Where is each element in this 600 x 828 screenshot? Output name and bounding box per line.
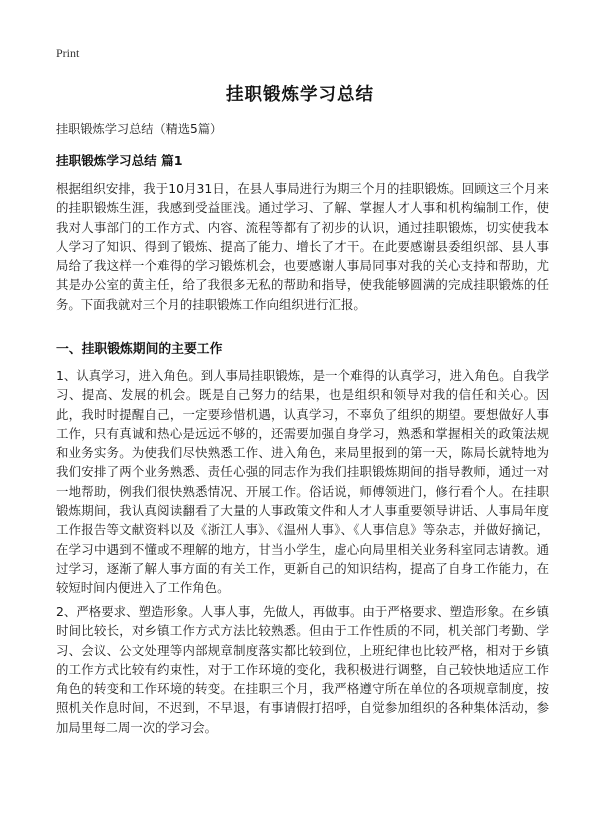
document-title: 挂职锻炼学习总结	[226, 85, 374, 105]
intro-paragraph: 根据组织安排，我于10月31日，在县人事局进行为期三个月的挂职锻炼。回顾这三个月来的挂职锻炼生涯，我感到受益匪浅。通过学习、了解、掌握人才人事和机构编制工作，使我对人事部门的工作方式、内容、流程等都有了初步的认识，通过挂职锻炼，切实使我本人学习了知识、得到了锻炼、提高了能力、增长了才干。在此要感谢县委组织部、县人事局给了我这样一个难得的学习锻炼机会，也要感谢人事局同事对我的关心支持和帮助，尤其是办公室的黄主任，给了我很多无私的帮助和指导，使我能够圆满的完成挂职锻炼的任务。下面我就对三个月的挂职锻炼工作向组织进行汇报。	[56, 181, 549, 312]
document-subtitle: 挂职锻炼学习总结（精选5篇）	[56, 122, 223, 136]
item1-paragraph: 1、认真学习，进入角色。到人事局挂职锻炼，是一个难得的认真学习，进入角色。自我学习、提高、发展的机会。既是自己努力的结果，也是组织和领导对我的信任和关心。因此，我时时提醒自己，一定要珍惜机遇，认真学习，不辜负了组织的期望。要想做好人事工作，只有真诚和热心是远远不够的，还需要加强自身学习，熟悉和掌握相关的政策法规和业务实务。为使我们尽快熟悉工作、进入角色，来局里报到的第一天，陈局长就特地为我们安排了两个业务熟悉、责任心强的同志作为我们挂职锻炼期间的指导教师，通过一对一地帮助，例我们很快熟悉情况、开展工作。俗话说，师傅领进门，修行看个人。在挂职锻炼期间，我认真阅读翻看了大量的人事政策文件和人才人事重要领导讲话、人事局年度工作报告等文献资料以及《浙江人事》、《温州人事》、《人事信息》等杂志，并做好摘记，在学习中遇到不懂或不理解的地方，甘当小学生，虚心向局里相关业务科室同志请教。通过学习，逐渐了解人事方面的有关工作，更新自己的知识结构，提高了自身工作能力，在较短时间内便进入了工作角色。	[56, 368, 549, 596]
sub-heading-main-work: 一、挂职锻炼期间的主要工作	[56, 342, 223, 357]
section-heading: 挂职锻炼学习总结 篇1	[56, 153, 183, 168]
item2-paragraph: 2、严格要求、塑造形象。人事人事，先做人，再做事。由于严格要求、塑造形象。在乡镇时间比较长，对乡镇工作方式方法比较熟悉。但由于工作性质的不同，机关部门考勤、学习、会议、公文处理等内部规章制度落实都比较到位，上班纪律也比较严格，相对于乡镇的工作方式比较有约束性，对于工作环境的变化，我积极进行调整，自己较快地适应工作角色的转变和工作环境的转变。在挂职三个月，我严格遵守所在单位的各项规章制度，按照机关作息时间，不迟到，不早退，有事请假打招呼，自觉参加组织的各种集体活动，参加局里每二周一次的学习会。	[56, 604, 549, 735]
print-label[interactable]: Print	[56, 46, 80, 60]
